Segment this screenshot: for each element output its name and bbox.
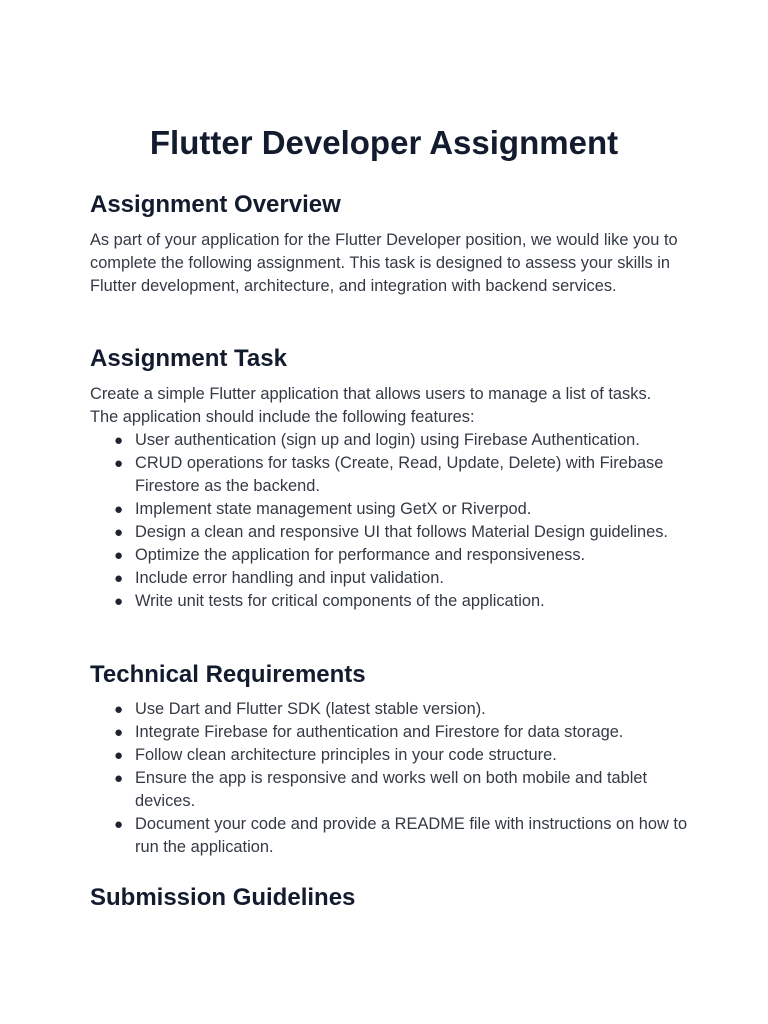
list-item: [90, 452, 690, 498]
list-item: [90, 567, 690, 590]
bullet-icon: ●: [114, 432, 124, 449]
list-item-text: Follow clean architecture principles in your code structure.: [135, 746, 557, 764]
bullet-icon: ●: [114, 701, 124, 718]
section-heading-technical: Technical Requirements: [90, 661, 366, 688]
overview-paragraph: As part of your application for the Flutter Developer position, we would like you to complete the following assignment. This task is designed to assess your skills in Flutter development, architecture, and integration with backend services.: [90, 231, 678, 295]
bullet-icon: ●: [114, 455, 124, 472]
bullet-icon: ●: [114, 724, 124, 741]
bullet-icon: ●: [114, 593, 124, 610]
bullet-icon: ●: [114, 501, 124, 518]
bullet-icon: ●: [114, 547, 124, 564]
list-item-text: Implement state management using GetX or Riverpod.: [135, 500, 532, 518]
list-item-text: User authentication (sign up and login) using Firebase Authentication.: [135, 431, 640, 449]
list-item-text: Integrate Firebase for authentication and Firestore for data storage.: [135, 723, 624, 741]
document-title: Flutter Developer Assignment: [149, 124, 619, 161]
task-paragraph: Create a simple Flutter application that allows users to manage a list of tasks. The application should include the following features:: [90, 385, 652, 426]
section-heading-submission: Submission Guidelines: [90, 884, 356, 911]
bullet-icon: ●: [114, 747, 124, 764]
list-item-text: Design a clean and responsive UI that follows Material Design guidelines.: [135, 523, 668, 541]
list-item-text: Write unit tests for critical components of the application.: [135, 592, 545, 610]
list-item: [90, 721, 690, 744]
list-item-text: Use Dart and Flutter SDK (latest stable version).: [135, 700, 486, 718]
list-item-text: Document your code and provide a README file with instructions on how to run the application.: [135, 815, 688, 856]
list-item-text: Include error handling and input validation.: [135, 569, 444, 587]
list-item: [90, 498, 690, 521]
bullet-icon: ●: [114, 770, 124, 787]
list-item: [90, 698, 690, 721]
list-item-text: Optimize the application for performance and responsiveness.: [135, 546, 586, 564]
section-heading-overview: Assignment Overview: [90, 191, 341, 218]
bullet-icon: ●: [114, 816, 124, 833]
task-feature-list: [90, 429, 690, 613]
list-item: [90, 590, 690, 613]
list-item: [90, 429, 690, 452]
technical-requirements-list: [90, 698, 690, 859]
bullet-icon: ●: [114, 524, 124, 541]
list-item: [90, 521, 690, 544]
list-item: [90, 744, 690, 767]
list-item: [90, 544, 690, 567]
list-item-text: CRUD operations for tasks (Create, Read, Update, Delete) with Firebase Firestore as the backend.: [135, 454, 664, 495]
section-heading-task: Assignment Task: [90, 345, 287, 372]
bullet-icon: ●: [114, 570, 124, 587]
list-item-text: Ensure the app is responsive and works well on both mobile and tablet devices.: [135, 769, 648, 810]
list-item: [90, 767, 690, 813]
list-item: [90, 813, 690, 859]
